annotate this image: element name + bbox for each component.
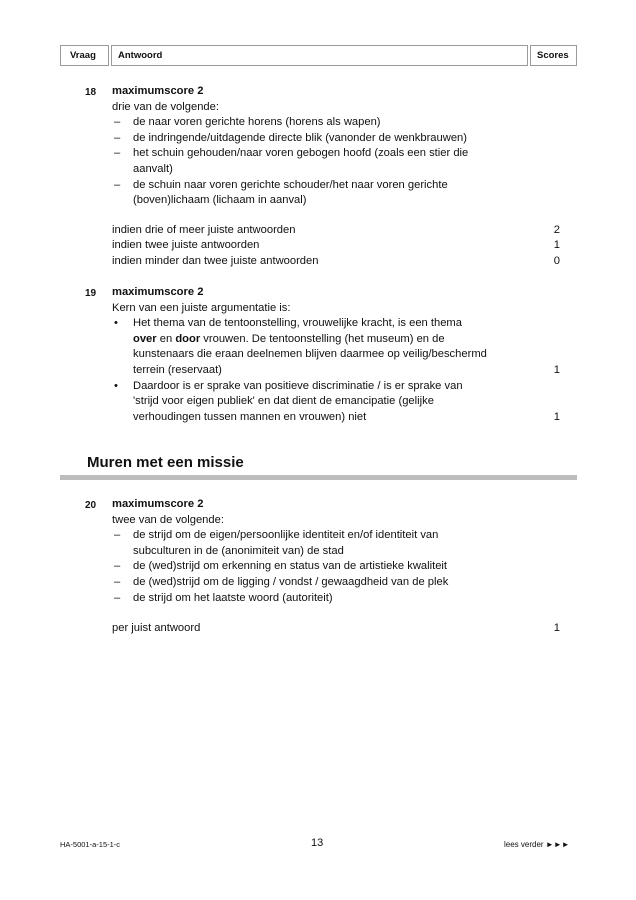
max-score-title: maximumscore 2	[112, 286, 204, 298]
scoring-row: indien minder dan twee juiste antwoorden 0	[112, 254, 532, 270]
list-item: – de schuin naar voren gerichte schouder/het naar voren gerichte (boven)lichaam (lichaam in aanval)	[114, 178, 448, 207]
section-title: Muren met een missie	[87, 454, 244, 471]
scoring-row: indien twee juiste antwoorden 1	[112, 238, 532, 254]
question-number: 18	[85, 87, 97, 98]
answer-body	[112, 497, 560, 637]
list-item: – de (wed)strijd om de ligging / vondst / gewaagdheid van de plek	[114, 575, 449, 588]
question-number: 20	[85, 500, 97, 511]
answer-body	[112, 84, 560, 270]
answer-intro: twee van de volgende:	[112, 513, 224, 526]
header-antwoord: Antwoord	[111, 45, 528, 66]
score-value: 1	[553, 622, 560, 635]
document-code: HA-5001-a-15-1-c	[60, 840, 121, 849]
bullet-item: • Daardoor is er sprake van positieve discriminatie / is er sprake van 'strijd voor eigen publiek' en dat dient de emancipatie (gelijke verhoudingen tussen mannen en vrouwen) niet 1	[112, 379, 532, 426]
answer-body	[112, 285, 560, 425]
answer-intro: drie van de volgende:	[112, 100, 219, 113]
answer-intro: Kern van een juiste argumentatie is:	[112, 301, 291, 314]
bullet-item: • Het thema van de tentoonstelling, vrouwelijke kracht, is een thema over en door vrouwen. De tentoonstelling (het museum) en de kunstenaars die eraan deelnemen blijven daarmee op veilig/beschermd terrein (reservaat) 1	[112, 316, 532, 378]
header-scores: Scores	[530, 45, 577, 66]
list-item: – de indringende/uitdagende directe blik (vanonder de wenkbrauwen)	[114, 131, 467, 144]
section-divider	[60, 475, 577, 480]
score-value: 1	[553, 410, 560, 423]
continue-note: lees verder ►►►	[504, 840, 570, 849]
score-value: 0	[553, 254, 560, 267]
list-item: – de strijd om het laatste woord (autoriteit)	[114, 591, 333, 604]
list-item: – de strijd om de eigen/persoonlijke identiteit en/of identiteit van subculturen in de (anonimiteit van) de stad	[114, 529, 439, 557]
score-value: 2	[553, 223, 560, 236]
scoring-row: per juist antwoord 1	[112, 621, 532, 637]
max-score-title: maximumscore 2	[112, 85, 204, 97]
list-item: – de (wed)strijd om erkenning en status van de artistieke kwaliteit	[114, 560, 448, 573]
list-item: – de naar voren gerichte horens (horens als wapen)	[114, 116, 381, 129]
page-number: 13	[311, 837, 324, 849]
question-number: 19	[85, 288, 97, 299]
score-value: 1	[553, 239, 560, 252]
header-vraag: Vraag	[60, 45, 109, 66]
max-score-title: maximumscore 2	[112, 498, 204, 510]
list-item: – het schuin gehouden/naar voren gebogen hoofd (zoals een stier die aanvalt)	[114, 147, 469, 175]
scoring-row: indien drie of meer juiste antwoorden 2	[112, 223, 532, 239]
score-value: 1	[553, 363, 560, 376]
